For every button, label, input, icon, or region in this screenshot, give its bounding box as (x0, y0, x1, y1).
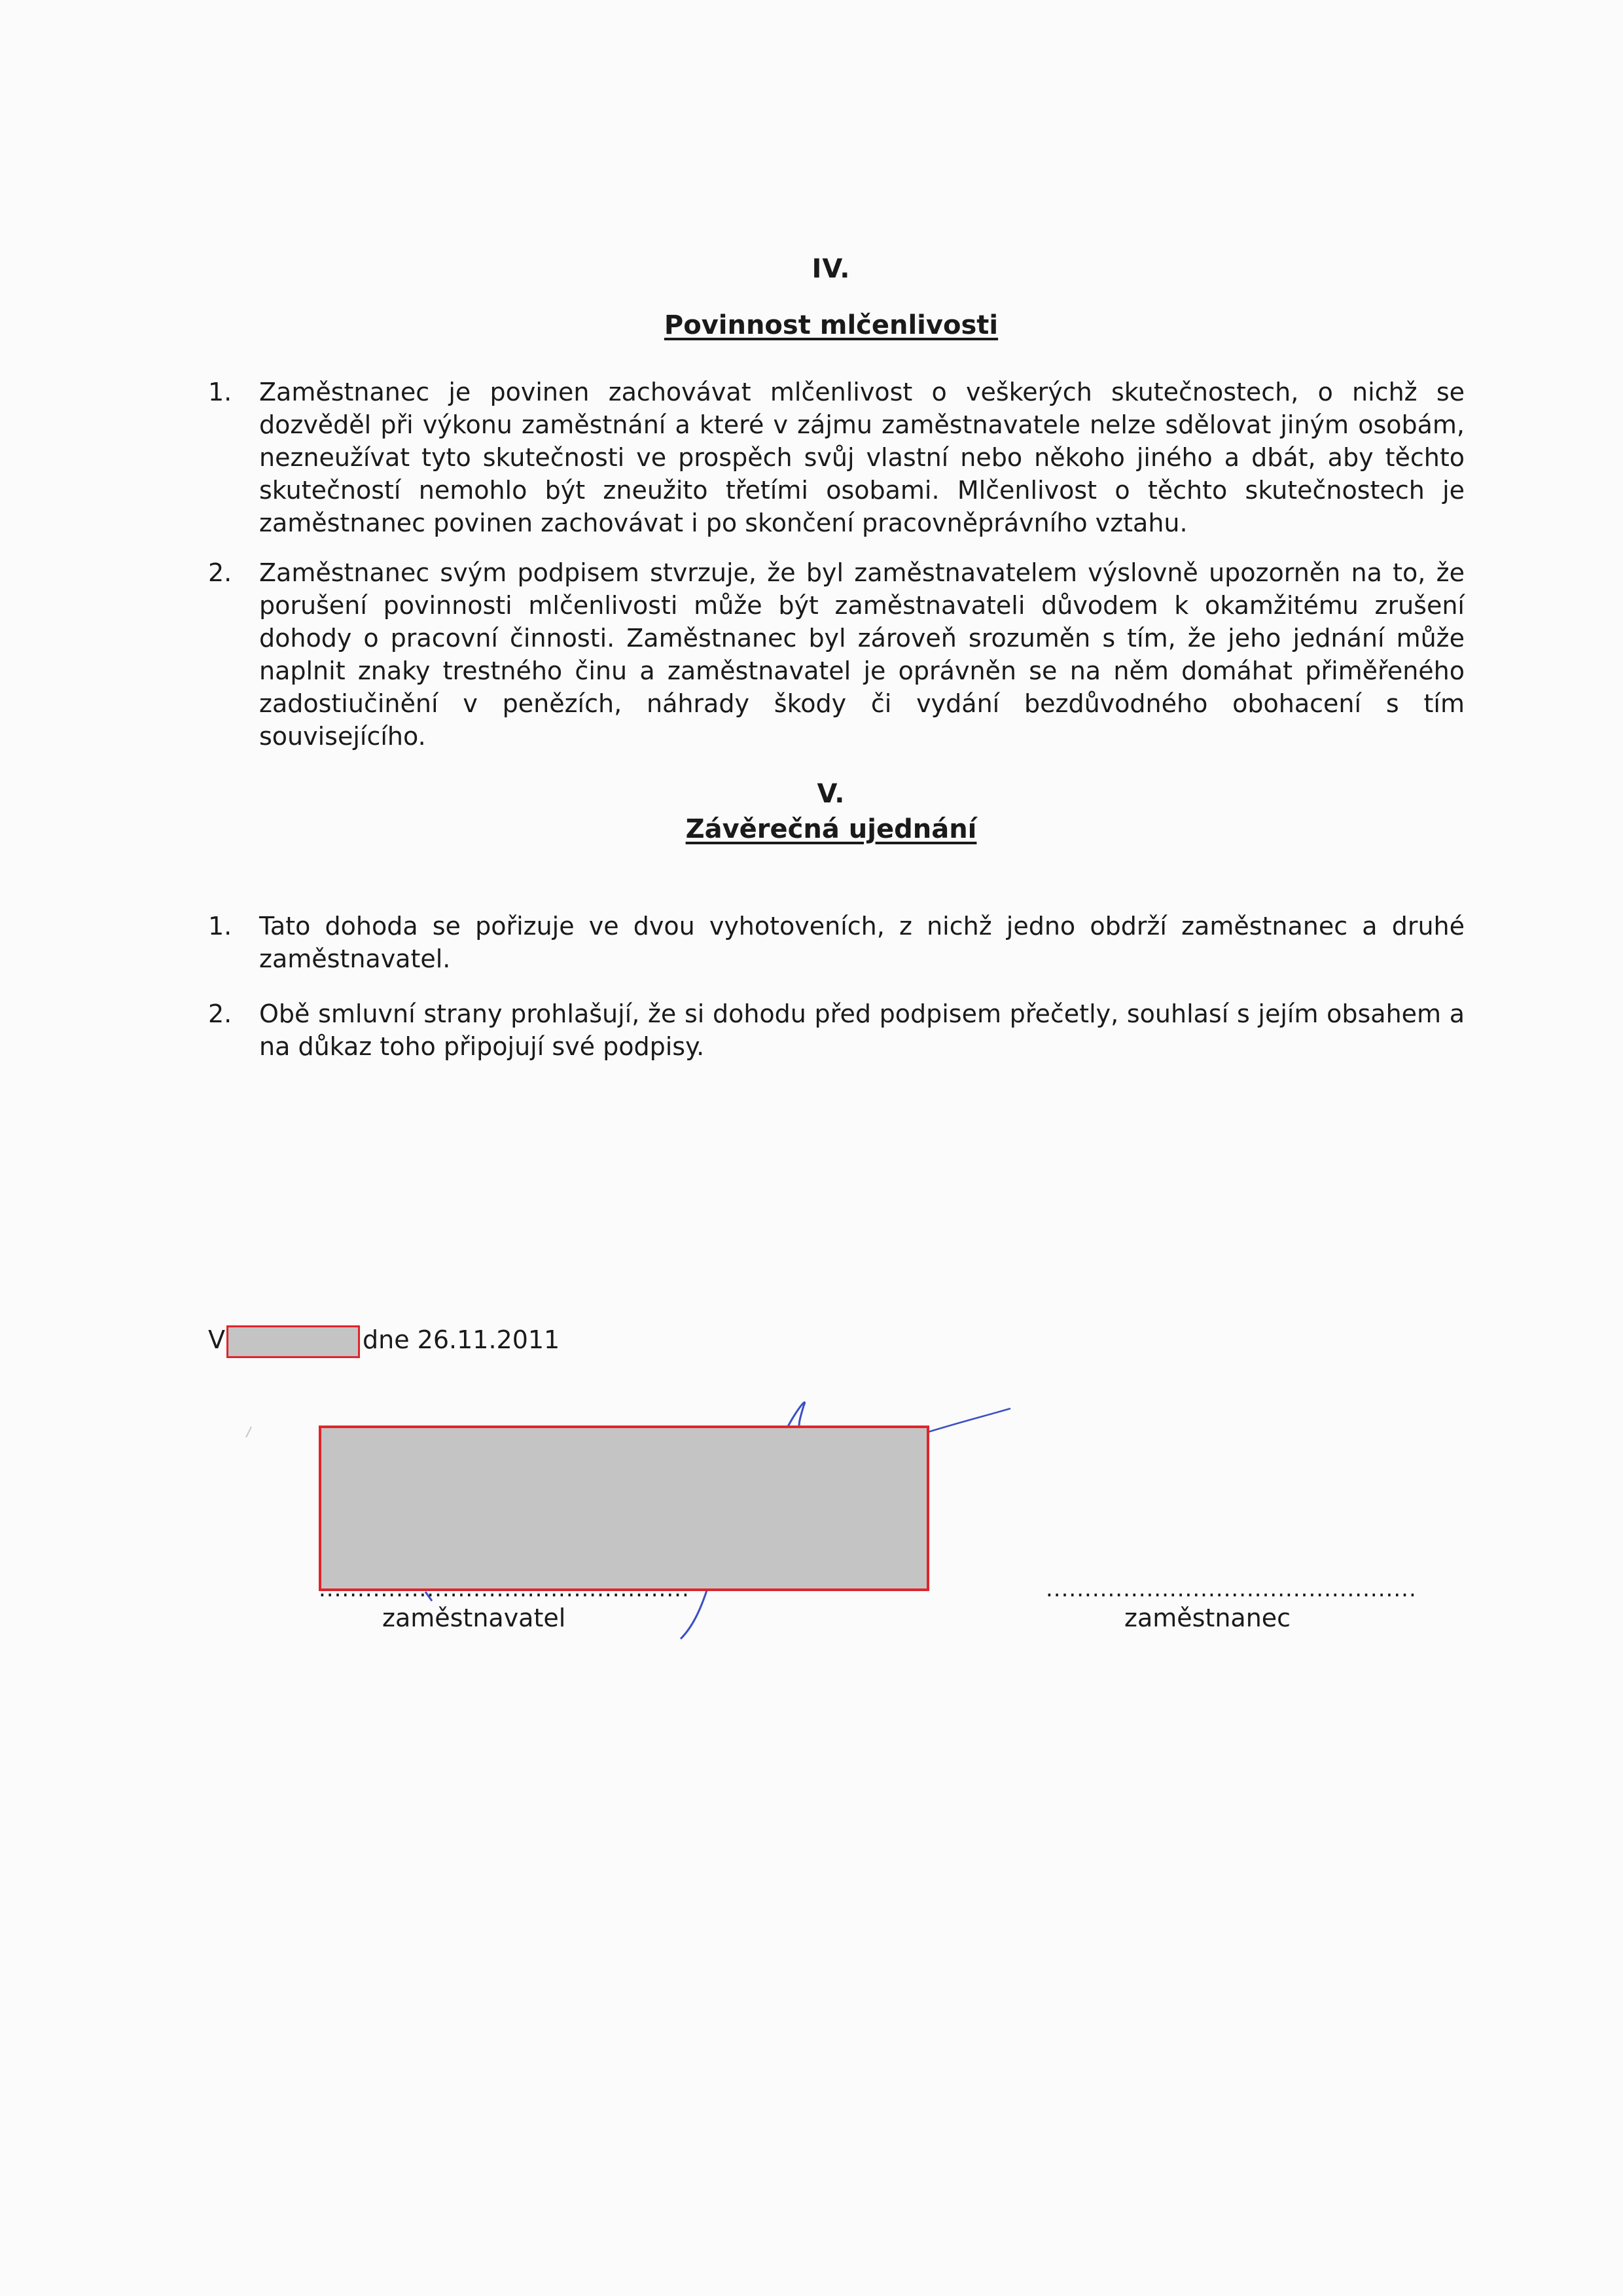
paragraph-number: 2. (208, 558, 232, 587)
paragraph-number: 1. (208, 912, 232, 941)
paragraph-text: Zaměstnanec svým podpisem stvrzuje, že byl zaměstnavatelem výslovně upozorněn na to, že porušení povinnosti mlčenlivosti může být zaměstnavateli důvodem k okamžitému zrušení dohody o pracovní činnosti. Zaměstnanec byl zároveň srozuměn s tím, že jeho jednání může naplnit znaky trestného činu a zaměstnavatel je oprávněn se na něm domáhat přiměřeného zadostiučinění v penězích, náhrady škody či vydání bezdůvodného obohacení s tím souvisejícího. (259, 558, 1465, 751)
redacted-employer-signature (319, 1426, 929, 1591)
section-v-number: V. (817, 779, 846, 809)
paragraph-number: 2. (208, 999, 232, 1028)
employer-signature-line: ................................................ (319, 1576, 690, 1602)
paragraph-text: Zaměstnanec je povinen zachovávat mlčenlivost o veškerých skutečnostech, o nichž se dozvěděl při výkonu zaměstnání a které v zájmu zaměstnavatele nelze sdělovat jiným osobám, nezneužívat tyto skutečnosti ve prospěch svůj vlastní nebo někoho jiného a dbát, aby těchto skutečností nemohlo být zneužito třetími osobami. Mlčenlivost o těchto skutečnostech je zaměstnanec povinen zachovávat i po skončení pracovněprávního vztahu. (259, 378, 1465, 537)
section-iv-number: IV. (812, 254, 851, 284)
paragraph-number: 1. (208, 378, 232, 406)
employee-signature-line: ................................................ (1046, 1576, 1417, 1602)
section-v-title: Závěrečná ujednání (685, 814, 977, 844)
paragraph-text: Obě smluvní strany prohlašují, že si dohodu před podpisem přečetly, souhlasí s jejím obsahem a na důkaz toho připojují své podpisy. (259, 999, 1465, 1061)
paragraph-text: Tato dohoda se pořizuje ve dvou vyhotoveních, z nichž jedno obdrží zaměstnanec a druhé zaměstnavatel. (259, 912, 1465, 973)
section-iv-title: Povinnost mlčenlivosti (664, 310, 999, 340)
signing-date: dne 26.11.2011 (363, 1325, 560, 1354)
place-prefix: V (208, 1325, 225, 1354)
employer-label: zaměstnavatel (382, 1604, 566, 1632)
employee-label: zaměstnanec (1124, 1604, 1291, 1632)
